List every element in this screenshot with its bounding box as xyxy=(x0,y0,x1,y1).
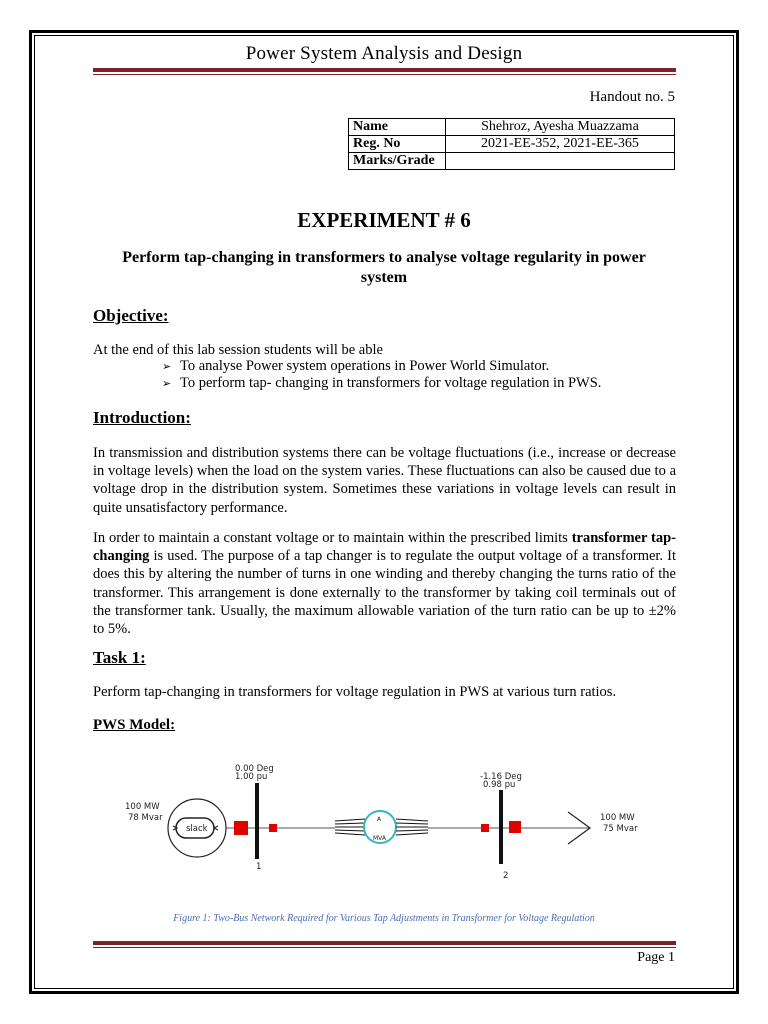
pws-model-heading: PWS Model: xyxy=(93,717,176,733)
footer-rule-thin xyxy=(93,947,676,948)
reg-no-value: 2021-EE-352, 2021-EE-365 xyxy=(445,136,674,153)
arrow-bullet-icon: ➢ xyxy=(162,360,172,373)
footer-rule xyxy=(93,941,676,945)
experiment-title: EXPERIMENT # 6 xyxy=(297,208,471,232)
intro-p2-bold: transformer tap-changing xyxy=(93,530,676,565)
bus1-angle-label: 0.00 Deg xyxy=(235,764,274,774)
bus2-number: 2 xyxy=(503,871,509,881)
marks-label: Marks/Grade xyxy=(349,153,446,170)
task1-heading: Task 1: xyxy=(93,648,146,667)
intro-p2-text: is used. The purpose of a tap changer is to regulate the output voltage of a transformer. It does this by altering the number of turns in one winding and thereby changing the turns ratio of the transformer. This arrangement is done externally to the transformer by taking coil terminals out of the transformer tank. Usually, the maximum allowable variation of the turn ratio can be up to ±2% to 5%. xyxy=(93,548,676,638)
bus1-number: 1 xyxy=(256,862,262,872)
figure-caption: Figure 1: Two-Bus Network Required for Various Tap Adjustments in Transformer for Voltage Regulation xyxy=(173,913,595,924)
generator-mw-label: 100 MW xyxy=(125,802,160,812)
transformer-right-coil xyxy=(396,819,428,835)
arrow-bullet-icon: ➢ xyxy=(162,377,172,390)
introduction-paragraph-1: In transmission and distribution systems there can be voltage fluctuations (i.e., increase or decrease in voltage levels) when the load on the system varies. These fluctuations can also be caused due to a voltage drop in the distribution system. Sometimes these variations in voltage levels can result in quite unsatisfactory performance. xyxy=(93,445,676,516)
slack-label: slack xyxy=(186,824,208,834)
bus1-voltage-label: 1.00 pu xyxy=(235,772,268,782)
objective-heading: Objective: xyxy=(93,306,169,325)
load-breaker xyxy=(509,821,521,833)
bus2-bar xyxy=(499,790,503,864)
line-breaker-bus2 xyxy=(481,824,489,832)
handout-number: Handout no. 5 xyxy=(589,89,675,105)
page-number: Page 1 xyxy=(637,950,675,965)
meter-bottom-label: MVA xyxy=(373,835,387,842)
transformer-left-coil xyxy=(335,819,365,835)
load-mvar-label: 75 Mvar xyxy=(603,824,638,834)
name-label: Name xyxy=(349,119,446,136)
reg-no-label: Reg. No xyxy=(349,136,446,153)
experiment-subtitle: Perform tap-changing in transformers to analyse voltage regularity in power system xyxy=(122,249,646,286)
task1-text: Perform tap-changing in transformers for voltage regulation in PWS at various turn ratios. xyxy=(93,684,617,700)
objective-intro: At the end of this lab session students will be able xyxy=(93,342,383,358)
load-mw-label: 100 MW xyxy=(600,813,635,823)
generator-breaker xyxy=(234,821,248,835)
header-title: Power System Analysis and Design xyxy=(245,43,523,64)
objective-bullet-text: To analyse Power system operations in Power World Simulator. xyxy=(180,358,550,374)
bus2-angle-label: -1.16 Deg xyxy=(480,772,522,782)
line-breaker-bus1 xyxy=(269,824,277,832)
generator-mvar-label: 78 Mvar xyxy=(128,813,163,823)
intro-p2-text: In order to maintain a constant voltage or to maintain within the prescribed limits xyxy=(93,530,572,546)
bus1-bar xyxy=(255,783,259,859)
name-value: Shehroz, Ayesha Muazzama xyxy=(445,119,674,136)
objective-bullet-text: To perform tap- changing in transformers for voltage regulation in PWS. xyxy=(180,375,602,391)
meter-top-label: A xyxy=(377,816,382,823)
bus2-voltage-label: 0.98 pu xyxy=(483,780,516,790)
introduction-heading: Introduction: xyxy=(93,408,191,427)
